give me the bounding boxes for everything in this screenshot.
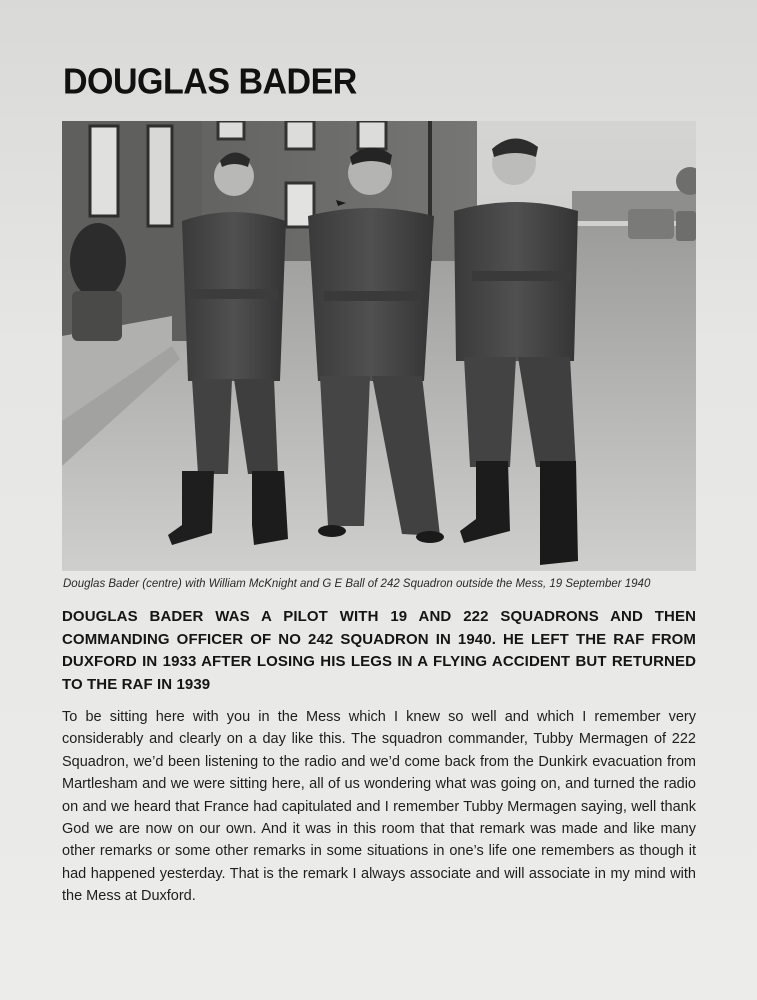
- photo-caption: Douglas Bader (centre) with William McKnight and G E Ball of 242 Squadron outside the Mess, 19 September 1940: [63, 578, 651, 590]
- lead-paragraph: DOUGLAS BADER WAS A PILOT WITH 19 AND 222 SQUADRONS AND THEN COMMANDING OFFICER OF NO 242 SQUADRON IN 1940. HE LEFT THE RAF FROM DUXFORD IN 1933 AFTER LOSING HIS LEGS IN A FLYING ACCIDENT BUT RETURNED TO THE RAF IN 1939: [62, 608, 696, 693]
- photo-illustration: [62, 121, 696, 571]
- page-title: DOUGLAS BADER: [63, 62, 357, 102]
- quote-paragraph: To be sitting here with you in the Mess which I knew so well and which I remember very considerably and clearly on a day like this. The squadron commander, Tubby Mermagen of 222 Squadron, we’d been listening to the radio and we’d come back from the Dunkirk evacuation from Martlesham and we were sitting here, all of us wondering what was going on, and turned the radio on and we heard that France had capitulated and I remember Tubby Mermagen saying, well thank God we are now on our own. And it was in this room that that remark was made and like many other remarks or some other remarks in some situations in one’s life one remembers as though it had happened yesterday. That is the remark I always associate and will associate in my mind with the Mess at Duxford.: [62, 709, 696, 905]
- archive-photo: [62, 121, 696, 571]
